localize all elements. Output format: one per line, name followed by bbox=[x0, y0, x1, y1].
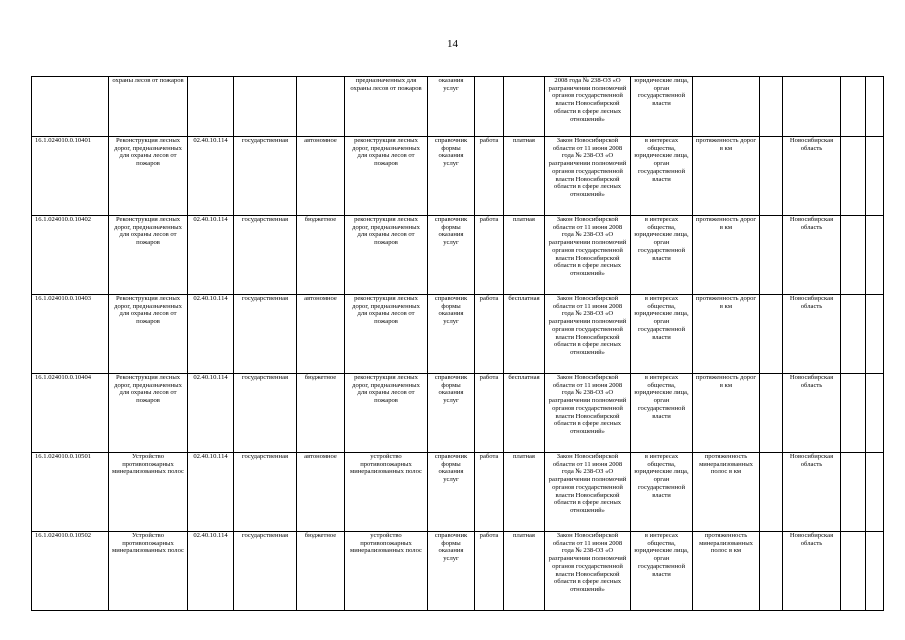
cell-empty bbox=[841, 77, 866, 137]
cell-name: Реконструкция лесных дорог, предназначенных для охраны лесов от пожаров bbox=[109, 374, 188, 453]
cell-empty bbox=[866, 453, 884, 532]
cell-content: реконструкция лесных дорог, предназначенных для охраны лесов от пожаров bbox=[345, 216, 428, 295]
cell-empty bbox=[866, 137, 884, 216]
cell-empty bbox=[841, 216, 866, 295]
cell-region: Новосибирская область bbox=[783, 374, 841, 453]
cell-pay: платная bbox=[504, 216, 545, 295]
table-row bbox=[32, 453, 884, 532]
cell-consumers: в интересах общества, юридические лица, орган государственной власти bbox=[631, 137, 693, 216]
cell-indicator bbox=[693, 77, 760, 137]
cell-law: Закон Новосибирской области от 11 июня 2008 года № 238-ОЗ «О разграничении полномочий органов государственной власти Новосибирской области в сфере лесных отношений» bbox=[545, 532, 631, 611]
cell-indicator: протяженность минерализованных полос в км bbox=[693, 453, 760, 532]
cell-content: реконструкция лесных дорог, предназначенных для охраны лесов от пожаров bbox=[345, 374, 428, 453]
cell-indicator: протяженность дорог в км bbox=[693, 295, 760, 374]
table-row bbox=[32, 216, 884, 295]
cell-name: Реконструкция лесных дорог, предназначенных для охраны лесов от пожаров bbox=[109, 137, 188, 216]
cell-content: устройство противопожарных минерализованных полос bbox=[345, 532, 428, 611]
cell-code: 16.1.024010.0.10401 bbox=[32, 137, 109, 216]
cell-kind: работа bbox=[475, 295, 504, 374]
cell-ownership: государственная bbox=[234, 453, 297, 532]
cell-name: Реконструкция лесных дорог, предназначенных для охраны лесов от пожаров bbox=[109, 216, 188, 295]
cell-content: реконструкция лесных дорог, предназначенных для охраны лесов от пожаров bbox=[345, 137, 428, 216]
cell-region: Новосибирская область bbox=[783, 295, 841, 374]
cell-kind: работа bbox=[475, 216, 504, 295]
cell-inst-type bbox=[297, 77, 345, 137]
cell-name: Устройство противопожарных минерализованных полос bbox=[109, 532, 188, 611]
cell-ownership: государственная bbox=[234, 295, 297, 374]
cell-pay: бесплатная bbox=[504, 295, 545, 374]
cell-okved: 02.40.10.114 bbox=[188, 295, 234, 374]
cell-consumers: в интересах общества, юридические лица, орган государственной власти bbox=[631, 532, 693, 611]
cell-pay: платная bbox=[504, 137, 545, 216]
cell-consumers: в интересах общества, юридические лица, орган государственной власти bbox=[631, 453, 693, 532]
cell-okved: 02.40.10.114 bbox=[188, 137, 234, 216]
cell-region: Новосибирская область bbox=[783, 453, 841, 532]
cell-okved: 02.40.10.114 bbox=[188, 453, 234, 532]
cell-name: Реконструкция лесных дорог, предназначенных для охраны лесов от пожаров bbox=[109, 295, 188, 374]
cell-empty bbox=[841, 453, 866, 532]
cell-empty bbox=[866, 216, 884, 295]
cell-region: Новосибирская область bbox=[783, 532, 841, 611]
cell-law: Закон Новосибирской области от 11 июня 2008 года № 238-ОЗ «О разграничении полномочий органов государственной власти Новосибирской области в сфере лесных отношений» bbox=[545, 453, 631, 532]
cell-consumers: в интересах общества, юридические лица, орган государственной власти bbox=[631, 374, 693, 453]
cell-form: справочник формы оказания услуг bbox=[428, 216, 475, 295]
cell-indicator: протяженность дорог в км bbox=[693, 137, 760, 216]
page-number: 14 bbox=[447, 38, 458, 50]
cell-form: справочник формы оказания услуг bbox=[428, 295, 475, 374]
cell-empty bbox=[841, 137, 866, 216]
registry-table bbox=[31, 76, 884, 611]
cell-pay: платная bbox=[504, 453, 545, 532]
cell-pay: платная bbox=[504, 532, 545, 611]
cell-inst-type: автономное bbox=[297, 453, 345, 532]
cell-form: справочник формы оказания услуг bbox=[428, 374, 475, 453]
cell-law: Закон Новосибирской области от 11 июня 2008 года № 238-ОЗ «О разграничении полномочий органов государственной власти Новосибирской области в сфере лесных отношений» bbox=[545, 137, 631, 216]
cell-content: реконструкция лесных дорог, предназначенных для охраны лесов от пожаров bbox=[345, 295, 428, 374]
cell-okved: 02.40.10.114 bbox=[188, 374, 234, 453]
cell-pay: бесплатная bbox=[504, 374, 545, 453]
cell-empty bbox=[760, 453, 783, 532]
cell-okved: 02.40.10.114 bbox=[188, 216, 234, 295]
table-row bbox=[32, 374, 884, 453]
cell-empty bbox=[841, 295, 866, 374]
cell-consumers: в интересах общества, юридические лица, орган государственной власти bbox=[631, 295, 693, 374]
table-row bbox=[32, 532, 884, 611]
cell-code: 16.1.024010.0.10502 bbox=[32, 532, 109, 611]
cell-kind: работа bbox=[475, 137, 504, 216]
cell-okved bbox=[188, 77, 234, 137]
cell-okved: 02.40.10.114 bbox=[188, 532, 234, 611]
cell-kind: работа bbox=[475, 453, 504, 532]
cell-inst-type: автономное bbox=[297, 295, 345, 374]
cell-empty bbox=[760, 532, 783, 611]
cell-inst-type: бюджетное bbox=[297, 216, 345, 295]
cell-ownership: государственная bbox=[234, 216, 297, 295]
cell-ownership: государственная bbox=[234, 532, 297, 611]
table-row bbox=[32, 295, 884, 374]
cell-name: охраны лесов от пожаров bbox=[109, 77, 188, 137]
cell-consumers: юридические лица, орган государственной власти bbox=[631, 77, 693, 137]
cell-ownership: государственная bbox=[234, 137, 297, 216]
cell-region: Новосибирская область bbox=[783, 137, 841, 216]
cell-code: 16.1.024010.0.10501 bbox=[32, 453, 109, 532]
cell-inst-type: бюджетное bbox=[297, 532, 345, 611]
cell-empty bbox=[841, 532, 866, 611]
cell-code: 16.1.024010.0.10403 bbox=[32, 295, 109, 374]
cell-code: 16.1.024010.0.10402 bbox=[32, 216, 109, 295]
cell-form: справочник формы оказания услуг bbox=[428, 532, 475, 611]
cell-empty bbox=[841, 374, 866, 453]
cell-inst-type: бюджетное bbox=[297, 374, 345, 453]
cell-form: справочник формы оказания услуг bbox=[428, 137, 475, 216]
cell-law: Закон Новосибирской области от 11 июня 2008 года № 238-ОЗ «О разграничении полномочий органов государственной власти Новосибирской области в сфере лесных отношений» bbox=[545, 374, 631, 453]
cell-empty bbox=[866, 374, 884, 453]
cell-kind: работа bbox=[475, 374, 504, 453]
cell-indicator: протяженность дорог в км bbox=[693, 216, 760, 295]
cell-content: предназначенных для охраны лесов от пожаров bbox=[345, 77, 428, 137]
cell-region bbox=[783, 77, 841, 137]
cell-kind bbox=[475, 77, 504, 137]
cell-ownership bbox=[234, 77, 297, 137]
cell-empty bbox=[760, 137, 783, 216]
cell-form: справочник формы оказания услуг bbox=[428, 453, 475, 532]
cell-indicator: протяженность дорог в км bbox=[693, 374, 760, 453]
cell-empty bbox=[760, 295, 783, 374]
cell-consumers: в интересах общества, юридические лица, орган государственной власти bbox=[631, 216, 693, 295]
cell-code: 16.1.024010.0.10404 bbox=[32, 374, 109, 453]
cell-code bbox=[32, 77, 109, 137]
cell-empty bbox=[760, 374, 783, 453]
cell-form: оказания услуг bbox=[428, 77, 475, 137]
cell-empty bbox=[866, 532, 884, 611]
table-row bbox=[32, 137, 884, 216]
cell-ownership: государственная bbox=[234, 374, 297, 453]
cell-empty bbox=[866, 77, 884, 137]
cell-inst-type: автономное bbox=[297, 137, 345, 216]
cell-law: Закон Новосибирской области от 11 июня 2008 года № 238-ОЗ «О разграничении полномочий органов государственной власти Новосибирской области в сфере лесных отношений» bbox=[545, 295, 631, 374]
cell-empty bbox=[866, 295, 884, 374]
cell-empty bbox=[760, 77, 783, 137]
cell-kind: работа bbox=[475, 532, 504, 611]
cell-empty bbox=[760, 216, 783, 295]
cell-content: устройство противопожарных минерализованных полос bbox=[345, 453, 428, 532]
cell-law: Закон Новосибирской области от 11 июня 2008 года № 238-ОЗ «О разграничении полномочий органов государственной власти Новосибирской области в сфере лесных отношений» bbox=[545, 216, 631, 295]
table-row-continuation bbox=[32, 77, 884, 137]
cell-pay bbox=[504, 77, 545, 137]
cell-indicator: протяженность минерализованных полос в км bbox=[693, 532, 760, 611]
cell-law: 2008 года № 238-ОЗ «О разграничении полномочий органов государственной власти Новосибирской области в сфере лесных отношений» bbox=[545, 77, 631, 137]
cell-region: Новосибирская область bbox=[783, 216, 841, 295]
cell-name: Устройство противопожарных минерализованных полос bbox=[109, 453, 188, 532]
